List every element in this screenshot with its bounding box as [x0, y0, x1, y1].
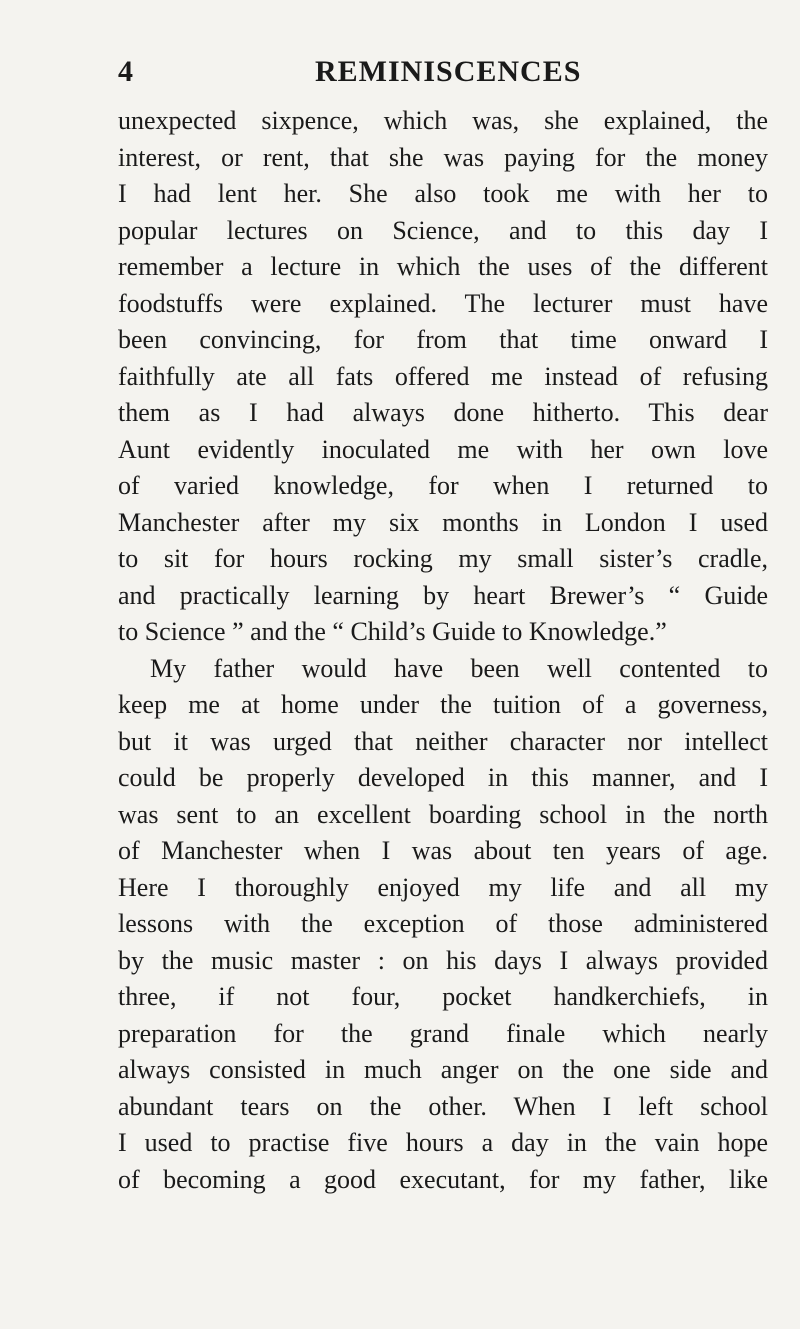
paragraph-2: [118, 651, 768, 1199]
text-line: them as I had always done hitherto. This dear: [118, 398, 768, 427]
text-line: foodstuffs were explained. The lecturer must have: [118, 288, 768, 318]
text-line: of becoming a good executant, for my father, like: [118, 1164, 768, 1194]
text-line: abundant tears on the other. When I left school: [118, 1091, 768, 1121]
text-line: unexpected sixpence, which was, she explained, the: [118, 106, 768, 135]
page-number: 4: [118, 55, 134, 88]
text-line: of varied knowledge, for when I returned to: [118, 471, 768, 500]
text-line: always consisted in much anger on the one side and: [118, 1055, 768, 1084]
text-line: three, if not four, pocket handkerchiefs, in: [118, 982, 768, 1011]
text-line: Here I thoroughly enjoyed my life and all my: [118, 872, 768, 902]
text-line: Manchester after my six months in London I used: [118, 507, 768, 537]
text-line: I used to practise five hours a day in the vain hope: [118, 1128, 768, 1157]
text-line: and practically learning by heart Brewer’s “ Guide: [118, 580, 768, 610]
running-title: REMINISCENCES: [315, 55, 582, 88]
text-line: keep me at home under the tuition of a governess,: [118, 690, 768, 719]
text-line: but it was urged that neither character nor intellect: [118, 726, 768, 756]
text-line: been convincing, for from that time onward I: [118, 325, 768, 354]
book-page: [118, 55, 768, 1198]
paragraph-1: [118, 103, 768, 651]
text-line: of Manchester when I was about ten years of age.: [118, 836, 768, 865]
text-line: preparation for the grand finale which nearly: [118, 1018, 768, 1048]
text-line: could be properly developed in this manner, and I: [118, 763, 768, 792]
text-line: remember a lecture in which the uses of the different: [118, 252, 768, 281]
text-line: My father would have been well contented to: [150, 653, 768, 683]
text-line: interest, or rent, that she was paying for the money: [118, 142, 768, 172]
body-text: [118, 103, 768, 1198]
text-line: to sit for hours rocking my small sister’s cradle,: [118, 544, 768, 573]
text-line: popular lectures on Science, and to this day I: [118, 215, 768, 245]
text-line: was sent to an excellent boarding school in the north: [118, 799, 768, 829]
text-line: lessons with the exception of those administered: [118, 909, 768, 938]
text-line: by the music master : on his days I always provided: [118, 945, 768, 975]
text-line: I had lent her. She also took me with her to: [118, 179, 768, 208]
page-header: [118, 55, 768, 91]
text-line: to Science ” and the “ Child’s Guide to Knowledge.”: [118, 617, 667, 646]
text-line: Aunt evidently inoculated me with her own love: [118, 434, 768, 464]
text-line: faithfully ate all fats offered me instead of refusing: [118, 361, 768, 391]
